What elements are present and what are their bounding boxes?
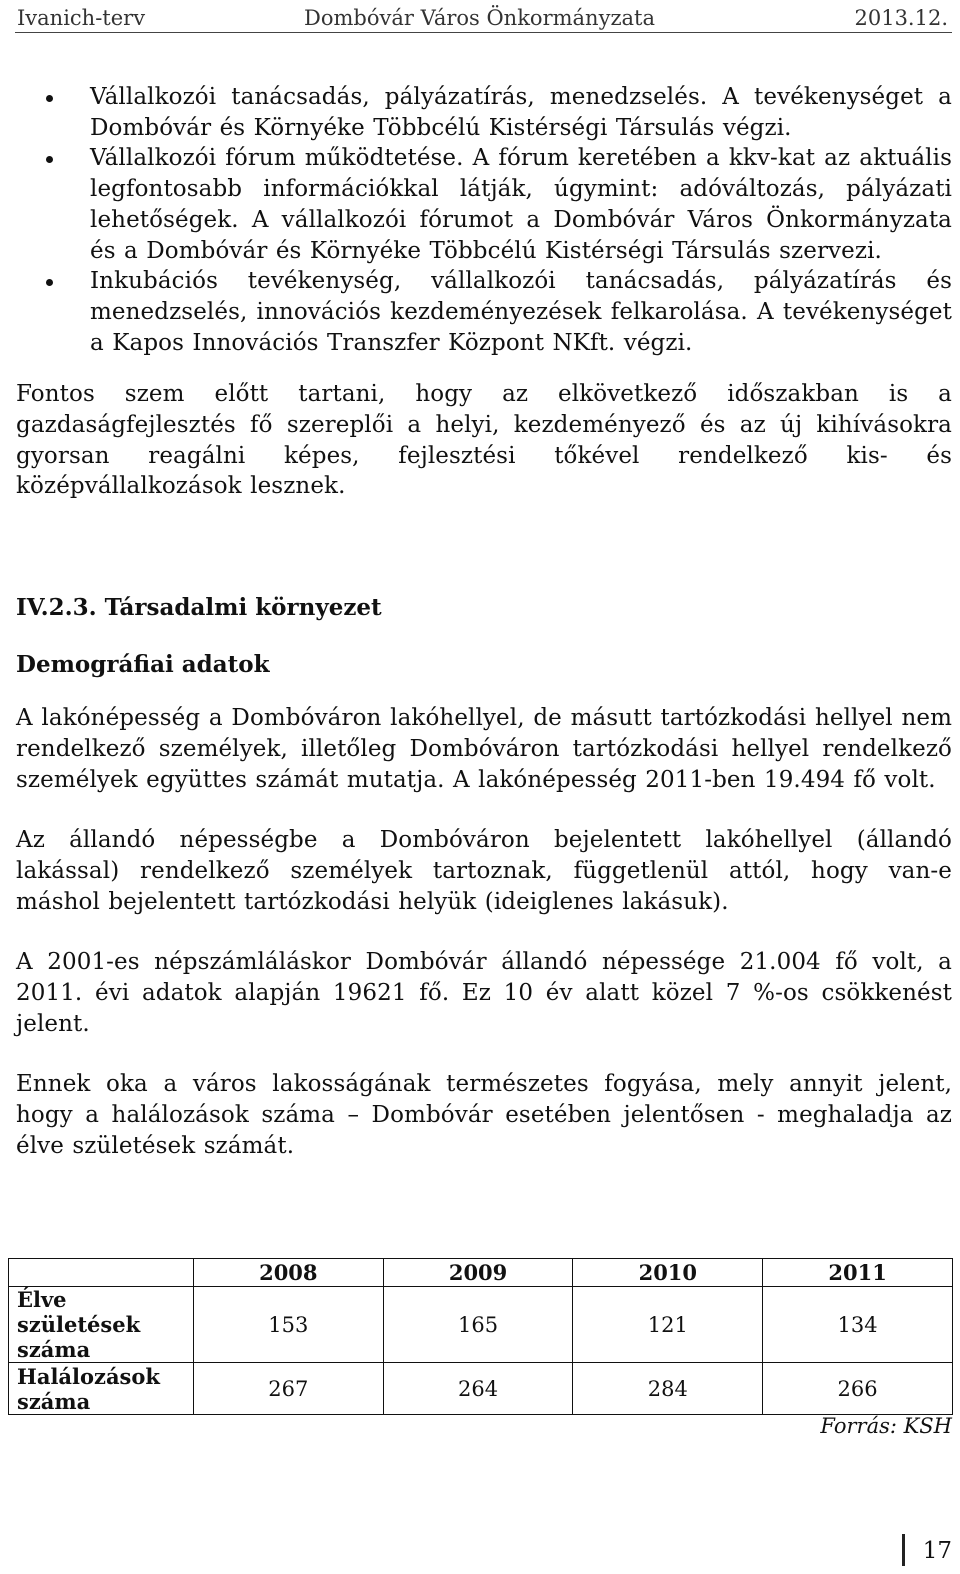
page-number: 17 [902, 1534, 952, 1566]
table-row [9, 1287, 953, 1363]
table-cell: 266 [763, 1363, 953, 1415]
section-title: IV.2.3. Társadalmi környezet [16, 594, 382, 622]
page-content [16, 82, 952, 1162]
table-cell: 134 [763, 1287, 953, 1363]
bullet-item [16, 266, 952, 358]
paragraph: Az állandó népességbe a Dombóváron bejelentett lakóhellyel (állandó lakással) rendelkező személyek tartoznak, függetlenül attól, hogy van-e máshol bejelentett tartózkodási helyük (ideiglenes lakásuk). [16, 827, 952, 915]
header-date: 2013.12. [854, 6, 948, 30]
header-organization: Dombóvár Város Önkormányzata [304, 6, 655, 30]
table-cell: 153 [193, 1287, 383, 1363]
demography-table [8, 1258, 953, 1415]
table-row [9, 1363, 953, 1415]
paragraph: A lakónépesség a Dombóváron lakóhellyel, de másutt tartózkodási hellyel nem rendelkező személyek, illetőleg Dombóváron tartózkodási hellyel rendelkező személyek együttes számát mutatja. A lakónépesség 2011-ben 19.494 fő volt. [16, 705, 952, 793]
table-header-row [9, 1259, 953, 1287]
year-header: 2010 [573, 1259, 763, 1287]
bullet-item [16, 143, 952, 266]
bullet-text: Vállalkozói fórum működtetése. A fórum keretében a kkv-kat az aktuális legfontosabb információkkal látják, úgymint: adóváltozás, pályázati lehetőségek. A vállalkozói fórumot a Dombóvár Város Önkormányzata és a Dombóvár és Környéke Többcélú Kistérségi Társulás szervezi. [90, 145, 952, 264]
year-header: 2009 [383, 1259, 573, 1287]
table-cell: 264 [383, 1363, 573, 1415]
bullet-text: Inkubációs tevékenység, vállalkozói tanácsadás, pályázatírás és menedzselés, innovációs kezdeményezések felkarolása. A tevékenységet a Kapos Innovációs Transzfer Központ NKft. végzi. [90, 268, 952, 356]
bullet-icon [46, 95, 53, 102]
table-corner-cell [9, 1259, 194, 1287]
table-source: Forrás: KSH [820, 1414, 952, 1438]
year-header: 2008 [193, 1259, 383, 1287]
row-label: Élve születések száma [9, 1287, 194, 1363]
row-label: Halálozások száma [9, 1363, 194, 1415]
paragraph: A 2001-es népszámláláskor Dombóvár állandó népessége 21.004 fő volt, a 2011. évi adatok alapján 19621 fő. Ez 10 év alatt közel 7 %-os csökkenést jelent. [16, 949, 952, 1037]
page-header [15, 2, 952, 33]
table-cell: 165 [383, 1287, 573, 1363]
bullet-list [16, 82, 952, 358]
bullet-icon [46, 279, 53, 286]
bullet-item [16, 82, 952, 143]
bullet-icon [46, 156, 53, 163]
subsection-title: Demográfiai adatok [16, 651, 270, 679]
bullet-text: Vállalkozói tanácsadás, pályázatírás, menedzselés. A tevékenységet a Dombóvár és Környéke Többcélú Kistérségi Társulás végzi. [90, 84, 952, 141]
header-author: Ivanich-terv [17, 6, 146, 30]
table-cell: 284 [573, 1363, 763, 1415]
table-cell: 121 [573, 1287, 763, 1363]
paragraph: Ennek oka a város lakosságának természetes fogyása, mely annyit jelent, hogy a halálozások száma – Dombóvár esetében jelentősen - meghaladja az élve születések számát. [16, 1071, 952, 1159]
paragraph: Fontos szem előtt tartani, hogy az elkövetkező időszakban is a gazdaságfejlesztés fő szereplői a helyi, kezdeményező és az új kihívásokra gyorsan reagálni képes, fejlesztési tőkével rendelkező kis- és középvállalkozások lesznek. [16, 381, 952, 500]
year-header: 2011 [763, 1259, 953, 1287]
table-cell: 267 [193, 1363, 383, 1415]
